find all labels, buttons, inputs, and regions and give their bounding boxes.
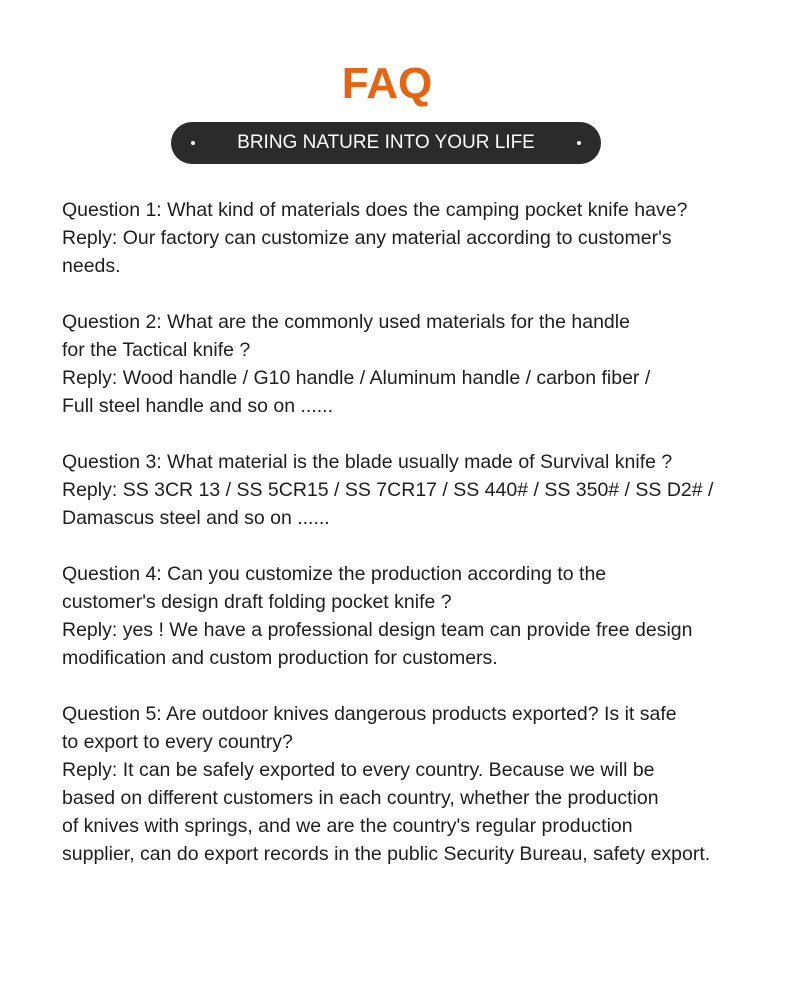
faq-item xyxy=(62,700,762,868)
faq-text-line: Reply: Our factory can customize any material according to customer's xyxy=(62,227,672,249)
bullet-dot-icon xyxy=(577,141,581,145)
faq-text-line: of knives with springs, and we are the country's regular production xyxy=(62,815,633,837)
faq-question-line: Question 5: Are outdoor knives dangerous products exported? Is it safe xyxy=(62,703,677,725)
faq-text-line: Reply: yes ! We have a professional design team can provide free design xyxy=(62,619,693,641)
faq-question-line: Question 3: What material is the blade usually made of Survival knife ? xyxy=(62,451,673,473)
faq-list xyxy=(62,196,762,896)
faq-text-line: based on different customers in each country, whether the production xyxy=(62,787,659,809)
faq-text-line: to export to every country? xyxy=(62,731,293,753)
faq-text-line: needs. xyxy=(62,255,121,277)
faq-text-line: Reply: It can be safely exported to every country. Because we will be xyxy=(62,759,655,781)
slogan-banner xyxy=(171,122,601,164)
faq-text-line: customer's design draft folding pocket knife ? xyxy=(62,591,452,613)
faq-item xyxy=(62,560,762,672)
faq-text-line: supplier, can do export records in the public Security Bureau, safety export. xyxy=(62,843,711,865)
faq-item xyxy=(62,196,762,280)
faq-text-line: Damascus steel and so on ...... xyxy=(62,507,330,529)
faq-text-line: Full steel handle and so on ...... xyxy=(62,395,334,417)
faq-text-line: Reply: SS 3CR 13 / SS 5CR15 / SS 7CR17 / SS 440# / SS 350# / SS D2# / xyxy=(62,479,714,501)
faq-question-line: Question 2: What are the commonly used materials for the handle xyxy=(62,311,630,333)
faq-text-line: Reply: Wood handle / G10 handle / Aluminum handle / carbon fiber / xyxy=(62,367,651,389)
faq-item xyxy=(62,448,762,532)
slogan-text: BRING NATURE INTO YOUR LIFE xyxy=(237,132,535,153)
faq-item xyxy=(62,308,762,420)
faq-question-line: Question 4: Can you customize the production according to the xyxy=(62,563,607,585)
faq-question-line: Question 1: What kind of materials does the camping pocket knife have? xyxy=(62,199,688,221)
faq-text-line: for the Tactical knife ? xyxy=(62,339,251,361)
page-title: FAQ xyxy=(341,59,433,108)
faq-text-line: modification and custom production for customers. xyxy=(62,647,498,669)
